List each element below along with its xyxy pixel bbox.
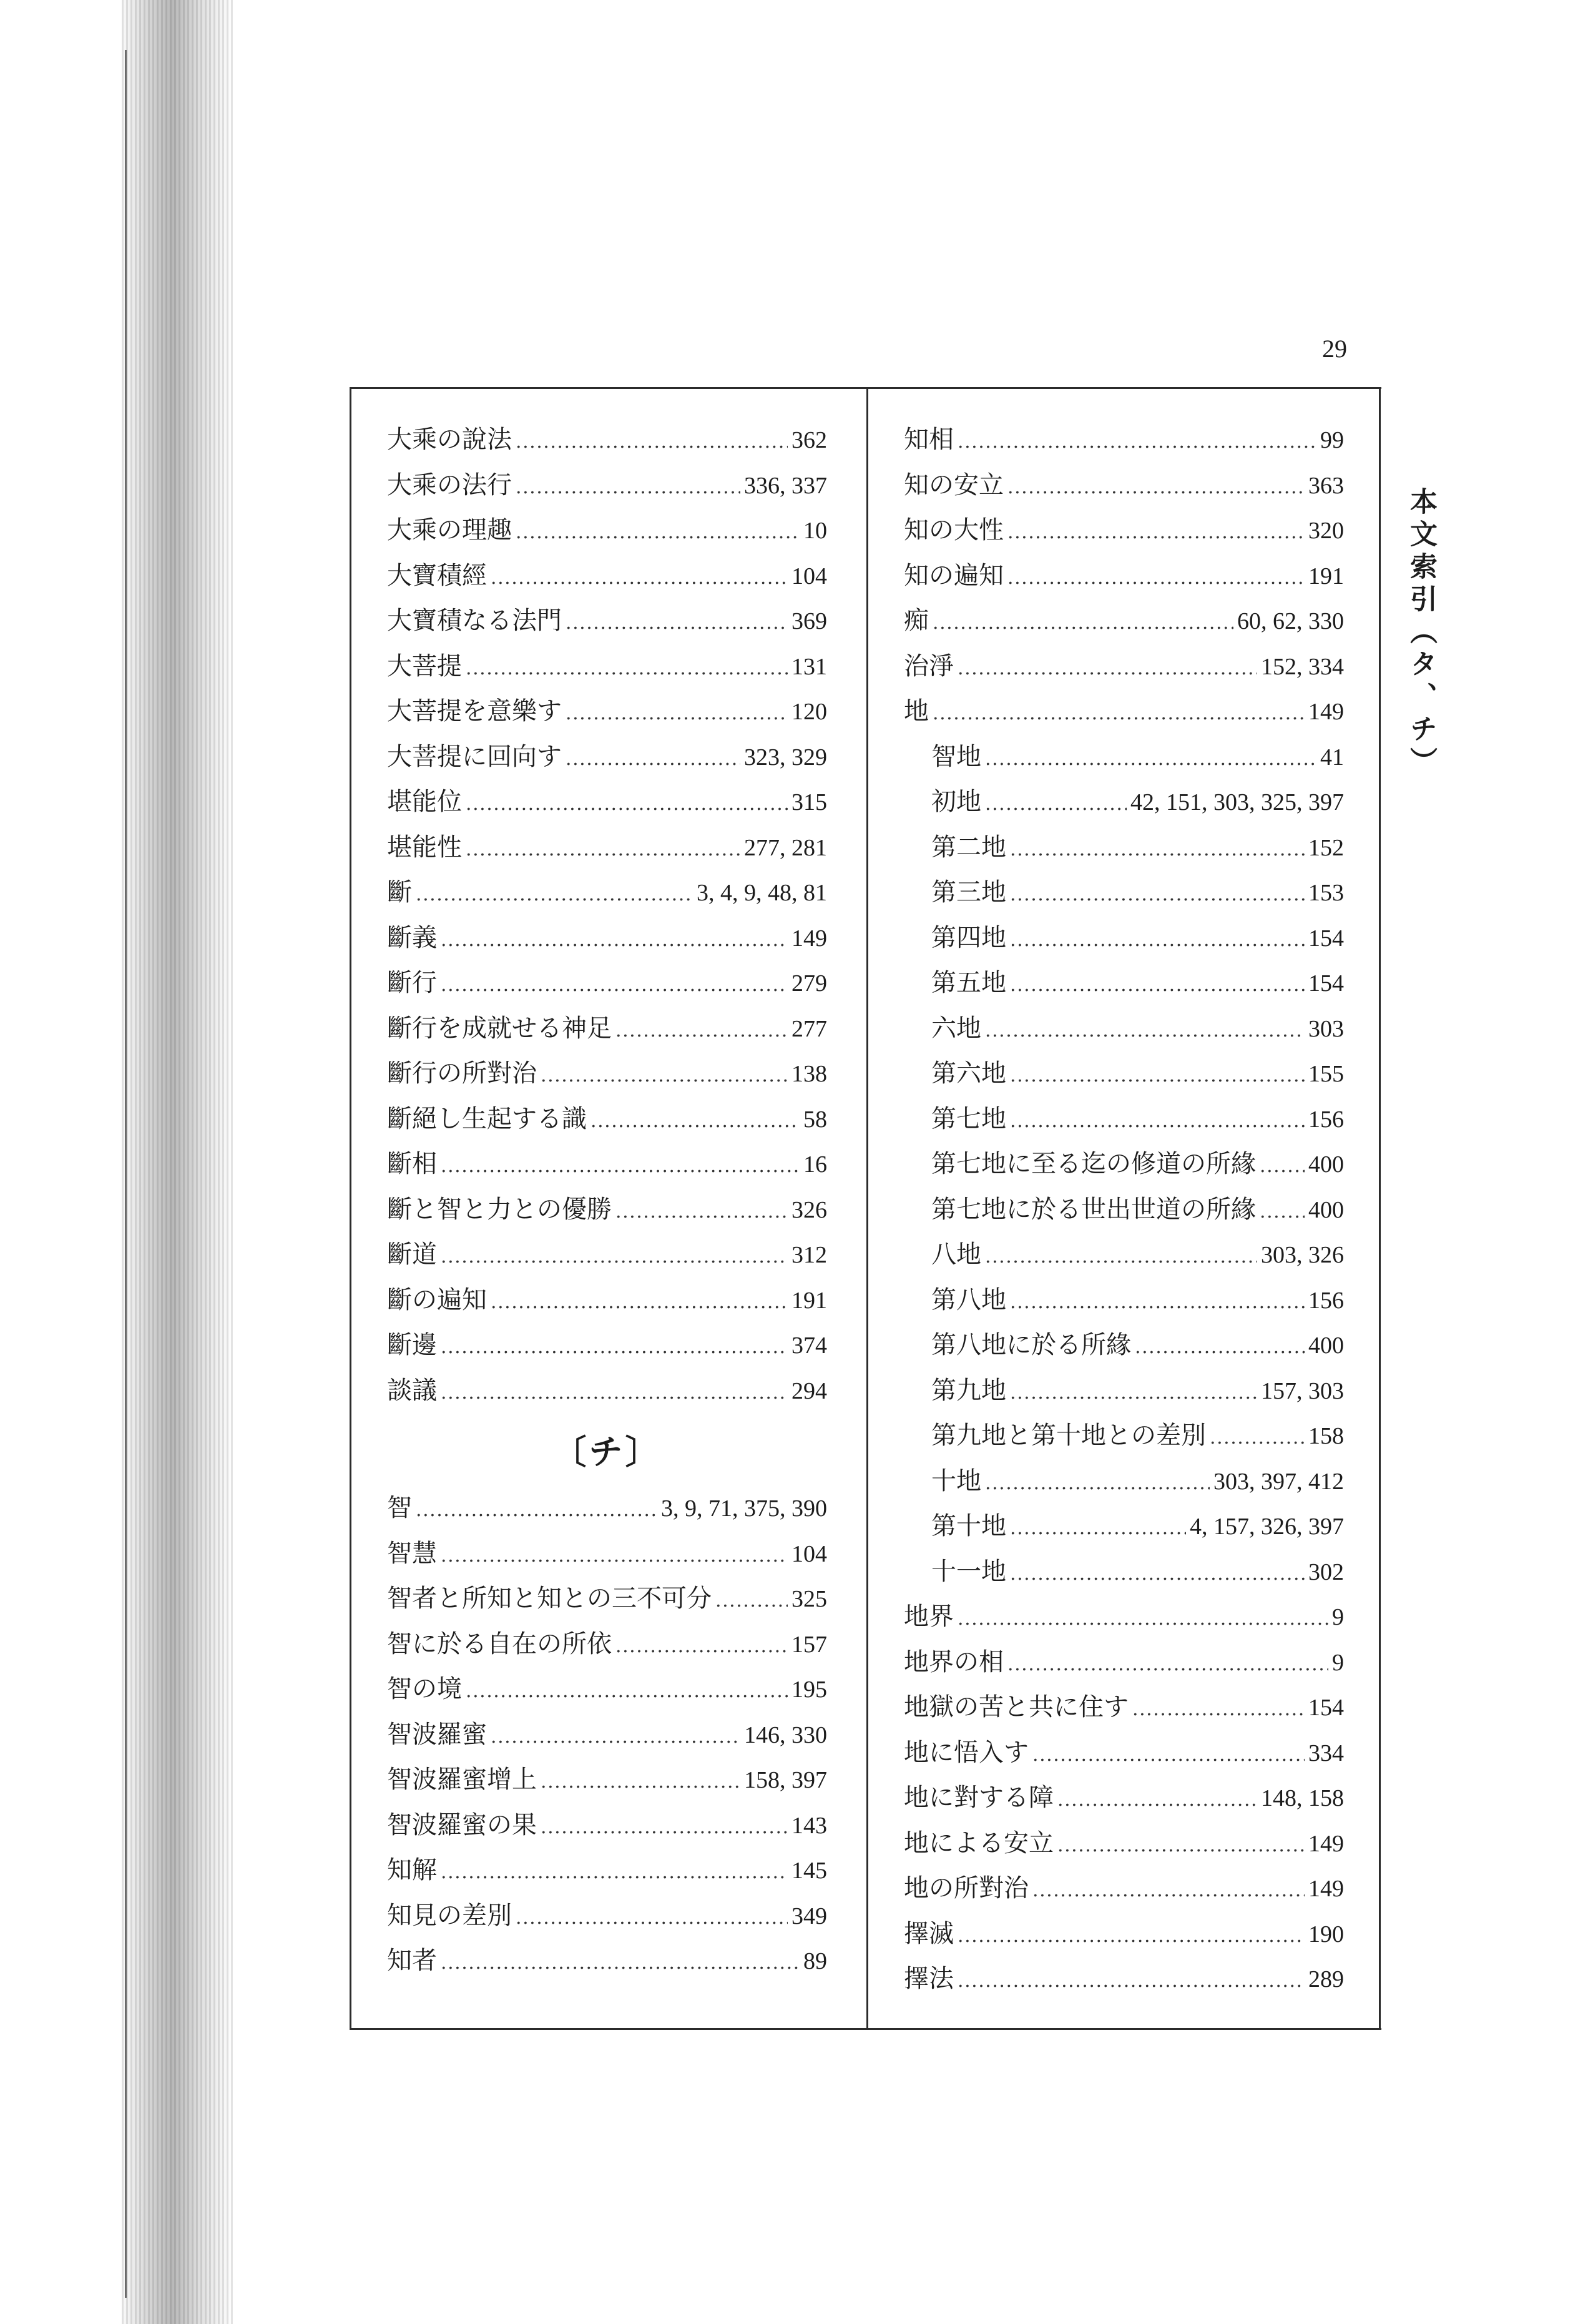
leader-dots [1010,1051,1305,1099]
index-term: 第二地 [931,832,1006,862]
page-references: 148, 158 [1261,1785,1344,1811]
leader-dots [715,1576,788,1624]
leader-dots [1260,1141,1305,1189]
leader-dots [441,915,788,963]
page-references: 157 [791,1631,827,1658]
page-references: 149 [791,925,827,952]
right-index-column [904,417,1344,2002]
scan-gutter-shadow [122,0,234,2324]
index-term: 斷行を成就せる神足 [387,1013,612,1043]
leader-dots [1010,915,1305,963]
index-term: 知の大性 [904,516,1004,544]
index-term: 知者 [387,1946,437,1975]
index-term: 堪能性 [387,832,462,862]
leader-dots [466,779,788,827]
leader-dots [958,417,1316,465]
page-references: 16 [803,1151,827,1178]
index-entry [904,1866,1344,1911]
index-entry [387,1096,827,1142]
page-references: 60, 62, 330 [1237,608,1344,634]
index-entry [387,508,827,553]
index-term: 知解 [387,1856,437,1884]
index-entry [387,1848,827,1893]
index-term: 知相 [904,425,954,454]
index-entry [904,1730,1344,1776]
index-entry [904,1821,1344,1866]
page-references: 303, 397, 412 [1213,1468,1344,1495]
index-term: 斷行の所對治 [387,1059,537,1088]
leader-dots [985,1459,1210,1507]
index-term: 第七地に至る迄の修道の所緣 [931,1150,1256,1178]
index-entry [387,1667,827,1712]
page-references: 369 [791,608,827,634]
leader-dots [985,1006,1305,1054]
leader-dots [491,553,788,601]
page-references: 277, 281 [744,834,827,861]
index-term: 斷義 [387,923,437,952]
index-term: 斷行 [387,968,437,997]
index-entry [904,1141,1344,1187]
leader-dots [491,1278,788,1326]
page-references: 326 [791,1196,827,1223]
index-entry [387,417,827,463]
index-term: 第三地 [931,878,1006,907]
index-term: 談議 [387,1376,437,1405]
leader-dots [441,1531,788,1579]
page-references: 58 [803,1106,827,1133]
index-term: 第四地 [931,923,1006,952]
leader-dots [416,1485,657,1534]
leader-dots [615,1187,788,1235]
leader-dots [466,644,788,692]
leader-dots [1007,553,1305,601]
page-references: 294 [791,1377,827,1404]
page-references: 400 [1308,1151,1344,1178]
index-entry [904,1278,1344,1323]
leader-dots [1057,1775,1257,1823]
index-entry [387,825,827,870]
index-entry [904,825,1344,870]
index-entry [387,1757,827,1803]
index-term: 斷 [387,878,412,907]
leader-dots [441,1848,788,1896]
leader-dots [1132,1685,1305,1733]
index-term: 第十地 [931,1512,1006,1540]
leader-dots [933,689,1305,737]
index-entry [904,1096,1344,1142]
index-entry [904,1368,1344,1414]
leader-dots [958,1594,1328,1642]
leader-dots [516,463,740,511]
scan-gutter-edge [125,50,127,2298]
index-term: 十一地 [931,1557,1006,1586]
index-term: 地界の相 [904,1647,1004,1677]
page-references: 277 [791,1015,827,1042]
leader-dots [1135,1322,1305,1371]
index-term: 智波羅蜜 [387,1720,487,1749]
index-entry [387,1576,827,1622]
index-entry [387,1051,827,1096]
index-entry [387,779,827,825]
index-entry [387,1803,827,1848]
leader-dots [441,1938,800,1986]
index-entry [387,960,827,1006]
leader-dots [1057,1821,1305,1869]
index-term: 地の所對治 [904,1874,1029,1903]
side-running-title: 本文索引（タ、チ） [1405,487,1437,779]
page-references: 104 [791,563,827,589]
index-term: 大菩提を意樂す [387,697,562,726]
left-entries-chi [387,1485,827,1984]
index-term: 智 [387,1494,412,1522]
leader-dots [416,870,693,918]
page-references: 89 [803,1948,827,1974]
leader-dots [441,1141,800,1189]
page-references: 349 [791,1903,827,1929]
index-entry [904,779,1344,825]
index-term: 斷と智と力との優勝 [387,1194,612,1224]
index-term: 知の安立 [904,470,1004,500]
leader-dots [1010,1549,1305,1597]
page-references: 42, 151, 303, 325, 397 [1130,789,1344,815]
leader-dots [1010,1504,1186,1552]
index-term: 六地 [931,1013,981,1043]
page-references: 289 [1308,1966,1344,1992]
index-term: 大乘の說法 [387,425,512,454]
leader-dots [441,1232,788,1280]
index-entry [904,417,1344,463]
index-term: 地 [904,697,929,726]
index-term: 大寶積經 [387,561,487,590]
leader-dots [566,598,788,646]
index-entry [387,870,827,915]
left-index-column [387,417,827,1984]
index-entry [904,1594,1344,1640]
index-entry [387,463,827,508]
page-references: 145 [791,1858,827,1884]
index-term: 智地 [931,742,981,771]
leader-dots [1210,1413,1305,1461]
page-references: 154 [1308,1695,1344,1721]
page-references: 10 [803,518,827,544]
index-entry [387,1368,827,1414]
page-references: 143 [791,1812,827,1839]
leader-dots [566,734,740,782]
page-references: 149 [1308,1876,1344,1902]
leader-dots [958,1911,1305,1959]
leader-dots [958,644,1257,692]
index-term: 第九地 [931,1376,1006,1405]
page-references: 138 [791,1061,827,1087]
index-term: 第七地に於る世出世道の所緣 [931,1194,1256,1224]
index-entry [904,598,1344,644]
index-entry [904,1911,1344,1957]
index-term: 第六地 [931,1059,1006,1088]
page-references: 157, 303 [1261,1377,1344,1404]
index-term: 智慧 [387,1539,437,1568]
index-term: 大乘の法行 [387,470,512,500]
leader-dots [491,1712,740,1760]
index-term: 痴 [904,606,929,635]
index-entry [387,915,827,961]
page-references: 325 [791,1586,827,1612]
index-entry [904,1006,1344,1051]
page-references: 400 [1308,1332,1344,1359]
page-references: 400 [1308,1196,1344,1223]
index-entry [904,870,1344,915]
index-term: 知見の差別 [387,1901,512,1930]
page-references: 146, 330 [744,1721,827,1748]
index-term: 地による安立 [904,1828,1054,1858]
index-term: 第九地と第十地との差別 [931,1421,1206,1450]
page-references: 158, 397 [744,1767,827,1793]
leader-dots [1007,463,1305,511]
index-term: 初地 [931,787,981,816]
index-entry [904,689,1344,734]
index-term: 知の遍知 [904,561,1004,590]
index-term: 地に悟入す [904,1738,1029,1767]
index-term: 大菩提 [387,651,462,681]
page-references: 279 [791,970,827,997]
index-entry [904,1685,1344,1730]
page-references: 158 [1308,1423,1344,1449]
index-term: 智の境 [387,1675,462,1703]
page-references: 191 [1308,563,1344,589]
index-term: 大寶積なる法門 [387,606,562,635]
index-term: 大菩提に回向す [387,742,562,771]
index-term: 擇法 [904,1964,954,1993]
left-entries-ta [387,417,827,1413]
index-entry [387,1278,827,1323]
index-term: 斷邊 [387,1331,437,1359]
page-references: 363 [1308,472,1344,499]
index-term: 智波羅蜜の果 [387,1810,537,1839]
index-entry [387,598,827,644]
index-entry [387,1485,827,1531]
leader-dots [441,1322,788,1371]
index-entry [904,915,1344,961]
leader-dots [985,734,1316,782]
index-entry [904,1640,1344,1685]
page-references: 154 [1308,970,1344,997]
page-references: 312 [791,1242,827,1268]
index-entry [387,644,827,689]
index-term: 智に於る自在の所依 [387,1629,612,1658]
frame-right-rule [1379,387,1381,2028]
page-references: 120 [791,699,827,725]
index-term: 治淨 [904,651,954,681]
page-references: 155 [1308,1061,1344,1087]
index-term: 十地 [931,1466,981,1495]
page-references: 4, 157, 326, 397 [1190,1514,1344,1540]
page-references: 315 [791,789,827,815]
column-divider [866,387,868,2028]
page-references: 191 [791,1287,827,1314]
page-references: 323, 329 [744,744,827,771]
index-entry [387,1232,827,1278]
leader-dots [1010,1096,1305,1145]
index-entry [387,689,827,734]
leader-dots [1032,1866,1305,1914]
leader-dots [1007,1640,1328,1688]
page-references: 152 [1308,834,1344,861]
right-entries [904,417,1344,2002]
index-entry [387,1893,827,1939]
index-term: 第五地 [931,968,1006,997]
page-references: 9 [1332,1649,1344,1676]
index-entry [387,734,827,780]
index-entry [387,1938,827,1984]
page-references: 154 [1308,925,1344,952]
page-references: 149 [1308,1830,1344,1857]
leader-dots [1260,1187,1305,1235]
index-entry [904,1051,1344,1096]
page-references: 374 [791,1332,827,1359]
index-entry [904,1956,1344,2002]
page-references: 104 [791,1540,827,1567]
leader-dots [466,1667,788,1715]
page-references: 156 [1308,1106,1344,1133]
index-term: 八地 [931,1240,981,1269]
page-references: 3, 4, 9, 48, 81 [697,880,827,906]
leader-dots [516,508,800,556]
page-references: 336, 337 [744,472,827,499]
leader-dots [466,825,740,873]
page-references: 41 [1320,744,1344,771]
leader-dots [1010,960,1305,1008]
index-term: 第七地 [931,1104,1006,1133]
page-references: 149 [1308,699,1344,725]
page-references: 362 [791,427,827,453]
page-references: 334 [1308,1740,1344,1766]
index-term: 第八地 [931,1285,1006,1314]
index-term: 斷の遍知 [387,1285,487,1314]
index-entry [904,1504,1344,1549]
page-references: 195 [791,1677,827,1703]
page-references: 303 [1308,1015,1344,1042]
index-entry [387,1141,827,1187]
leader-dots [1007,508,1305,556]
leader-dots [516,1893,788,1941]
leader-dots [541,1803,788,1851]
page-references: 302 [1308,1558,1344,1585]
leader-dots [958,1956,1305,2004]
leader-dots [1010,870,1305,918]
page-references: 303, 326 [1261,1242,1344,1268]
page-number: 29 [1322,335,1347,363]
index-term: 斷道 [387,1240,437,1269]
index-entry [904,1549,1344,1595]
index-term: 第八地に於る所緣 [931,1331,1131,1359]
index-entry [904,644,1344,689]
page-references: 320 [1308,518,1344,544]
page-references: 99 [1320,427,1344,453]
index-entry [387,1712,827,1758]
index-term: 斷絕し生起する識 [387,1104,587,1133]
leader-dots [615,1622,788,1670]
index-term: 大乘の理趣 [387,516,512,544]
leader-dots [985,1232,1257,1280]
leader-dots [1010,1278,1305,1326]
page-references: 152, 334 [1261,653,1344,680]
index-entry [387,1187,827,1233]
leader-dots [516,417,788,465]
index-entry [387,1531,827,1577]
index-term: 智波羅蜜增上 [387,1765,537,1794]
page-references: 9 [1332,1604,1344,1630]
index-term: 地界 [904,1602,954,1631]
leader-dots [1032,1730,1305,1778]
leader-dots [1010,825,1305,873]
page-references: 131 [791,653,827,680]
index-term: 智者と所知と知との三不可分 [387,1584,712,1613]
index-term: 地に對する障 [904,1783,1054,1812]
index-term: 地獄の苦と共に住す [904,1693,1129,1721]
index-term: 斷相 [387,1150,437,1178]
leader-dots [1010,1368,1257,1416]
index-term: 擇滅 [904,1919,954,1948]
page-references: 190 [1308,1921,1344,1947]
index-entry [904,553,1344,599]
page-references: 156 [1308,1287,1344,1314]
leader-dots [985,779,1127,827]
leader-dots [441,1368,788,1416]
leader-dots [541,1757,740,1805]
leader-dots [933,598,1233,646]
index-entry [904,463,1344,508]
index-entry [904,1187,1344,1233]
index-entry [387,1006,827,1051]
index-entry [387,1622,827,1667]
index-entry [904,508,1344,553]
index-entry [904,960,1344,1006]
leader-dots [615,1006,788,1054]
index-entry [904,1413,1344,1459]
index-entry [904,1459,1344,1504]
index-entry [904,734,1344,780]
section-heading-chi: 〔チ〕 [552,1431,662,1472]
index-term: 堪能位 [387,787,462,816]
index-entry [904,1232,1344,1278]
index-entry [387,1322,827,1368]
page-references: 153 [1308,880,1344,906]
leader-dots [566,689,788,737]
leader-dots [541,1051,788,1099]
leader-dots [441,960,788,1008]
page-references: 3, 9, 71, 375, 390 [661,1495,827,1522]
index-entry [904,1322,1344,1368]
index-entry [387,553,827,599]
index-entry [904,1775,1344,1821]
leader-dots [590,1096,800,1145]
